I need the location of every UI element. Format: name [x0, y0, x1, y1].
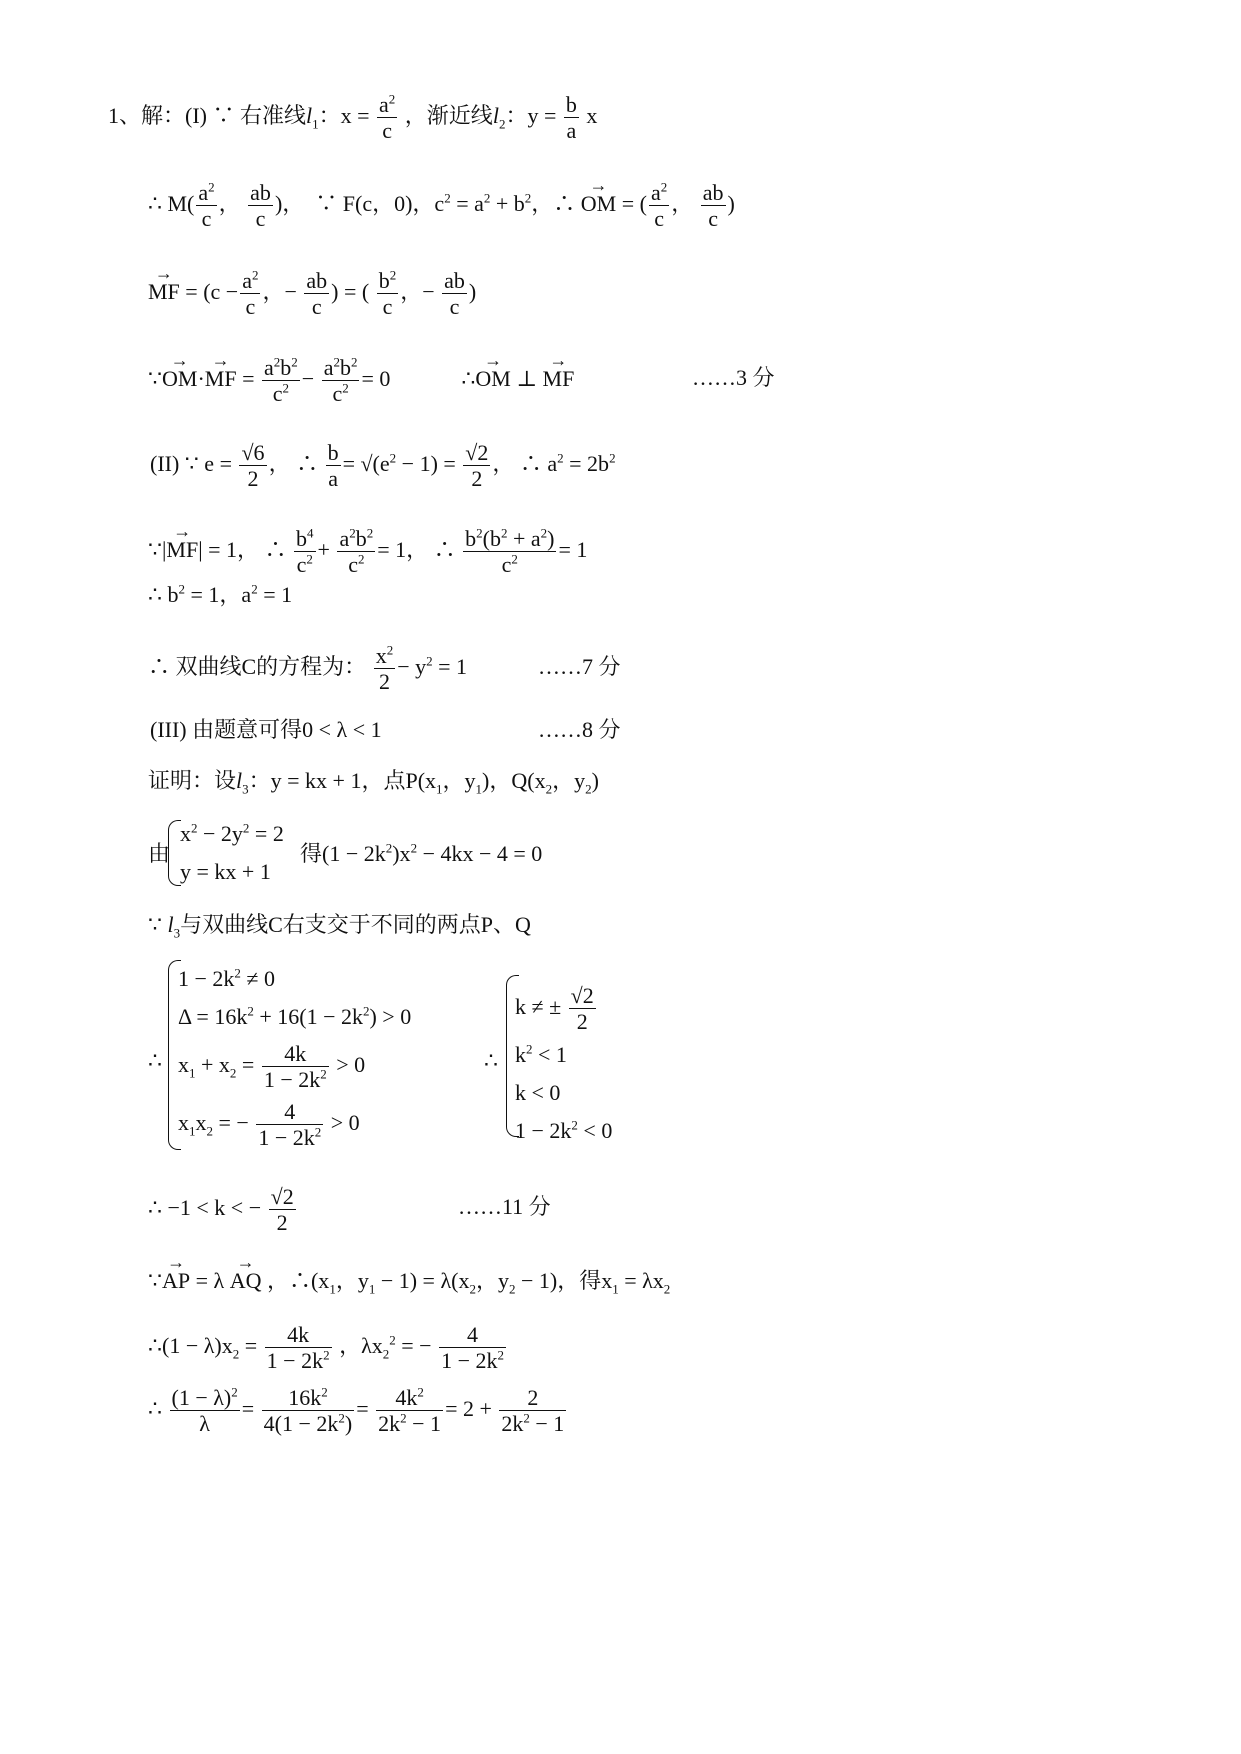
- solution-line-7: ∴ $b^2 = 1$，$a^2 = 1$: [148, 581, 293, 607]
- solution-line-13: ∴ −1 < k < − $\frac{√2}{2}$: [148, 1184, 294, 1236]
- score-mark: ……8 分: [538, 717, 621, 742]
- vector-om: → OM: [581, 193, 616, 215]
- fraction: $\frac{b}{a}$: [565, 92, 577, 144]
- solution-line-11: 由: [148, 841, 171, 866]
- system-row: y = kx + 1: [180, 859, 271, 884]
- vector-ap: → AP: [162, 1270, 190, 1292]
- vector-mf: → MF: [148, 281, 180, 303]
- therefore-symbol: ∴: [484, 1048, 498, 1073]
- system-row: $1 - 2k^2 < 0$: [515, 1117, 613, 1143]
- system-row: $1 - 2k^2 \ne 0$: [178, 965, 275, 991]
- solution-line-2: ∴ M( $\frac{a^2}{c}$ ， $\frac{ab}{c}$ )， ∵ F(c，0)，$c^2 = a^2 + b^2$，∴ → OM = ( $\frac{a^2}{c}$ ， $\frac{ab}{c}$ ): [148, 180, 735, 232]
- system-row: k < 0: [515, 1080, 561, 1105]
- solution-line-4: ∵→ OM·→ MF = $\frac{a^2b^2}{c^2}$ − $\frac{a^2b^2}{c^2}$ = 0 ∴→ OM ⊥ → MF: [148, 355, 574, 407]
- system-row: $k^2 < 1$: [515, 1041, 567, 1067]
- fraction: $\frac{a^2}{c}$: [379, 91, 396, 144]
- vector-aq: → AQ: [230, 1270, 262, 1292]
- solution-line-9: (III) 由题意可得0 < λ < 1: [150, 717, 382, 742]
- solution-line-8: ∴ 双曲线C的方程为： $\frac{x^2}{2}$ − $y^2 = 1$: [148, 642, 468, 695]
- condition-system-left: [178, 960, 411, 1152]
- solution-line-1: 1、解：(I) ∵ 右准线$l_1$：x = $\frac{a^2}{c}$ ，渐近线$l_2$：y = $\frac{b}{a}$ x: [108, 91, 598, 144]
- score-mark: ……7 分: [538, 654, 621, 679]
- solution-line-11b: 得$(1 - 2k^2)x^2 - 4kx - 4 = 0$: [300, 840, 543, 866]
- system-row: k ≠ ± $\frac{√2}{2}$: [515, 983, 594, 1035]
- equation-system-1: [180, 815, 284, 891]
- solution-line-16: ∴ $\frac{(1 - \lambda)^2}{\lambda}$ = $\frac{16k^2}{4(1 - 2k^2)}$ = $\frac{4k^2}{2k^2 - 1}$ = 2 + $\frac{2}{2k^2 - 1}$: [148, 1384, 565, 1437]
- score-mark: ……11 分: [458, 1194, 551, 1219]
- therefore-symbol: ∴: [148, 1048, 162, 1073]
- solution-line-12: ∵ $l_3$与双曲线C右支交于不同的两点P、Q: [148, 912, 531, 941]
- solution-line-5: (II) ∵ e = $\frac{√6}{2}$ ， ∴ $\frac{b}{a}$ = $√(e^2 - 1)$ = $\frac{√2}{2}$ ， ∴ $a^2 = 2b^2$: [150, 440, 616, 492]
- system-row: $\Delta = 16k^2 + 16(1 - 2k^2) > 0$: [178, 1003, 412, 1029]
- solution-line-14: ∵→ AP = λ → AQ ，$\therefore(x_1$，$y_1 - 1) = \lambda(x_2$，$y_2 - 1$)，得$x_1 = \lambda x_2$: [148, 1270, 670, 1292]
- score-mark: ……3 分: [692, 365, 775, 390]
- system-row: $x_1 + x_2$ = $\frac{4k}{1 - 2k^2}$ > 0: [178, 1041, 366, 1093]
- system-row: $x^2 - 2y^2 = 2$: [180, 820, 284, 846]
- condition-system-right: [515, 978, 612, 1150]
- solution-line-10: 证明：设$l_3$：y = kx + 1，点$P(x_1$，$y_1$)，$Q(x_2$，$y_2$): [148, 768, 599, 797]
- solution-line-15: ∴(1 − $\lambda)x_2$ = $\frac{4k}{1 - 2k^2}$ ，$\lambda x_2^2$ = − $\frac{4}{1 - 2k^2}$: [148, 1322, 504, 1374]
- solution-line-3: → MF = (c − $\frac{a^2}{c}$ ，− $\frac{ab}{c}$ ) = ( $\frac{b^2}{c}$ ，− $\frac{ab}{c}$ ): [148, 268, 476, 320]
- system-row: $x_1x_2$ = − $\frac{4}{1 - 2k^2}$ > 0: [178, 1099, 360, 1151]
- solution-line-6: ∵|→ MF| = 1， ∴ $\frac{b^4}{c^2}$ + $\frac{a^2b^2}{c^2}$ = 1， ∴ $\frac{b^2(b^2 + a^2)}{c^2}$ = 1: [148, 526, 587, 578]
- line-1-text: 1、解：(I) ∵ 右准线$l_1$：x =: [108, 102, 370, 132]
